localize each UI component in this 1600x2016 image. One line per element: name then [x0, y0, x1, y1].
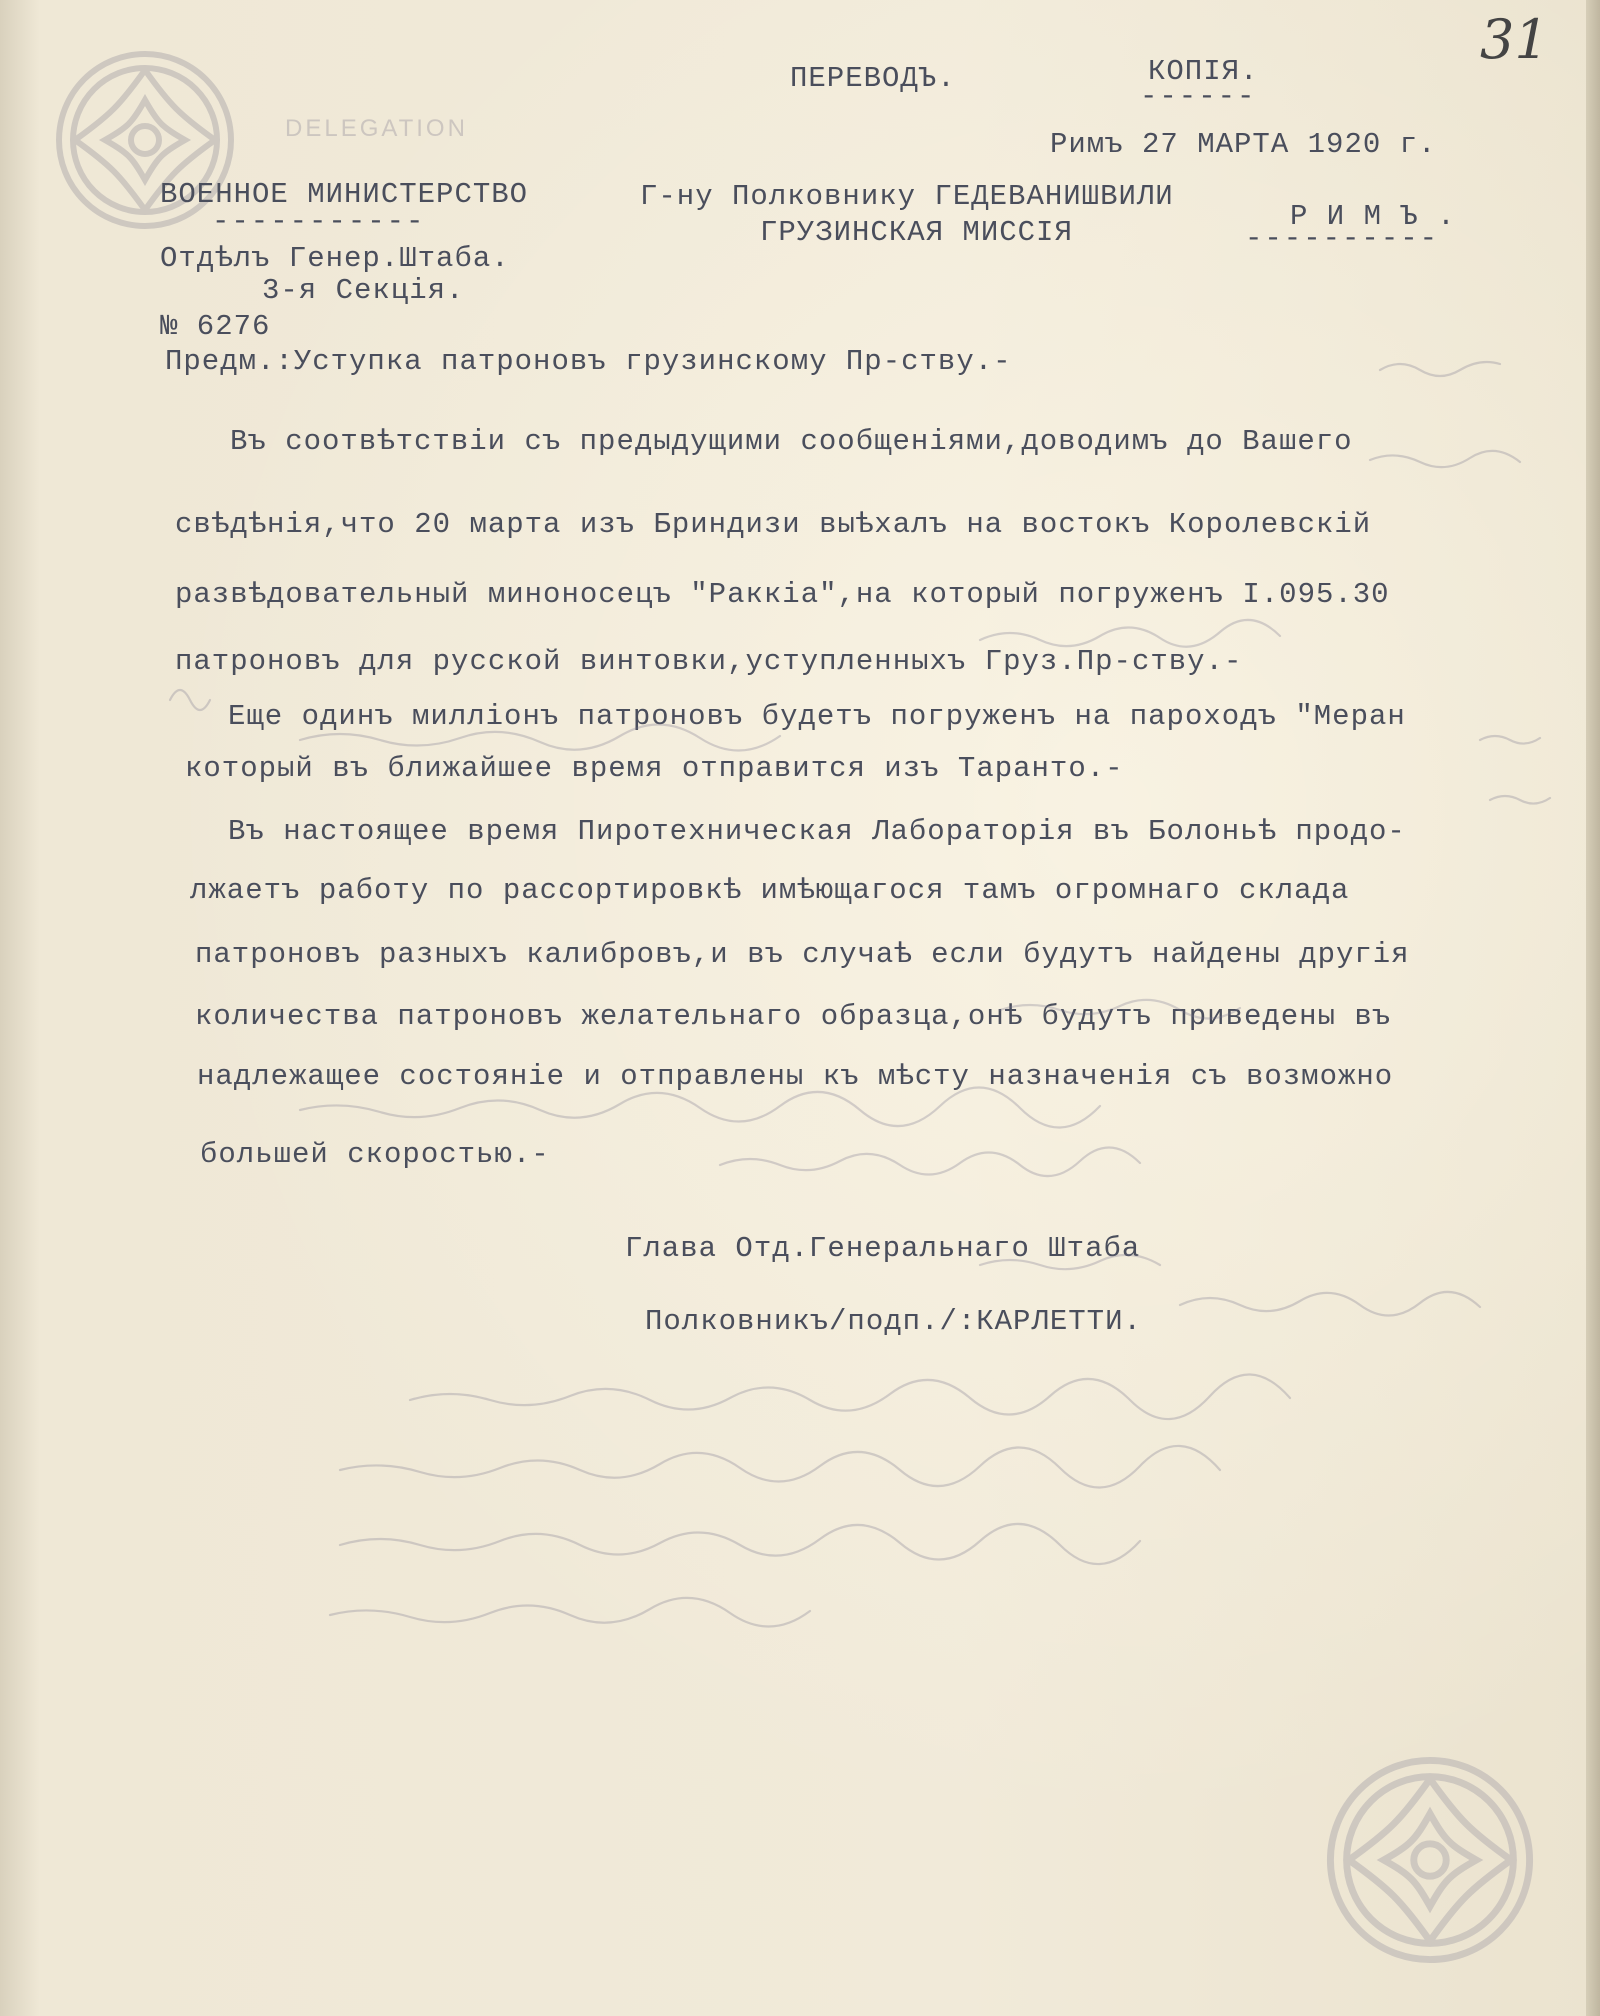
copy-underline: ------	[1140, 80, 1257, 113]
section-name: 3-я Секція.	[262, 274, 465, 307]
body-line: развѣдовательный миноносецъ "Раккіа",на который погруженъ I.095.30	[175, 578, 1390, 611]
page-number: 31	[1480, 8, 1549, 71]
document-title: ПЕРЕВОДЪ.	[790, 62, 956, 95]
body-line: лжаетъ работу по рассортировкѣ имѣющагося тамъ огромнаго склада	[190, 874, 1350, 907]
body-line: надлежащее состояніе и отправлены къ мѣсту назначенія съ возможно	[197, 1060, 1394, 1093]
body-line: Въ соотвѣтствіи съ предыдущими сообщеніями,доводимъ до Вашего	[230, 425, 1353, 458]
document-date: Римъ 27 МАРТА 1920 г.	[1050, 128, 1437, 161]
document-number: № 6276	[160, 310, 271, 343]
recipient-city: Р И М Ъ .	[1290, 200, 1456, 233]
subject-line: Предм.:Уступка патроновъ грузинскому Пр-ству.-	[165, 345, 1012, 378]
body-line: Въ настоящее время Пиротехническая Лабораторія въ Болоньѣ продо-	[228, 815, 1406, 848]
signature-name: Полковникъ/подп./:КАРЛЕТТИ.	[645, 1305, 1142, 1338]
body-line: большей скоростью.-	[200, 1138, 550, 1171]
copy-mark: КОПІЯ.	[1148, 55, 1259, 88]
signature-title: Глава Отд.Генеральнаго Штаба	[625, 1232, 1141, 1265]
body-line: патроновъ для русской винтовки,уступленныхъ Груз.Пр-ству.-	[175, 645, 1243, 678]
recipient-name: Г-ну Полковнику ГЕДЕВАНИШВИЛИ	[640, 180, 1174, 213]
body-line: патроновъ разныхъ калибровъ,и въ случаѣ если будутъ найдены другія	[195, 938, 1410, 971]
body-line: свѣдѣнія,что 20 марта изъ Бриндизи выѣхалъ на востокъ Королевскій	[175, 508, 1372, 541]
body-line: Еще одинъ милліонъ патроновъ будетъ погруженъ на пароходъ "Меран	[228, 700, 1406, 733]
department-name: Отдѣлъ Генер.Штаба.	[160, 242, 510, 275]
delegation-stamp: DELEGATION	[285, 115, 468, 142]
ministry-name: ВОЕННОЕ МИНИСТЕРСТВО	[160, 178, 529, 211]
ministry-underline: -----------	[212, 205, 426, 238]
body-line: количества патроновъ желательнаго образца,онѣ будутъ приведены въ	[195, 1000, 1392, 1033]
body-line: который въ ближайшее время отправится изъ Таранто.-	[185, 752, 1124, 785]
city-underline: ----------	[1245, 222, 1440, 255]
recipient-mission: ГРУЗИНСКАЯ МИССІЯ	[760, 216, 1073, 249]
